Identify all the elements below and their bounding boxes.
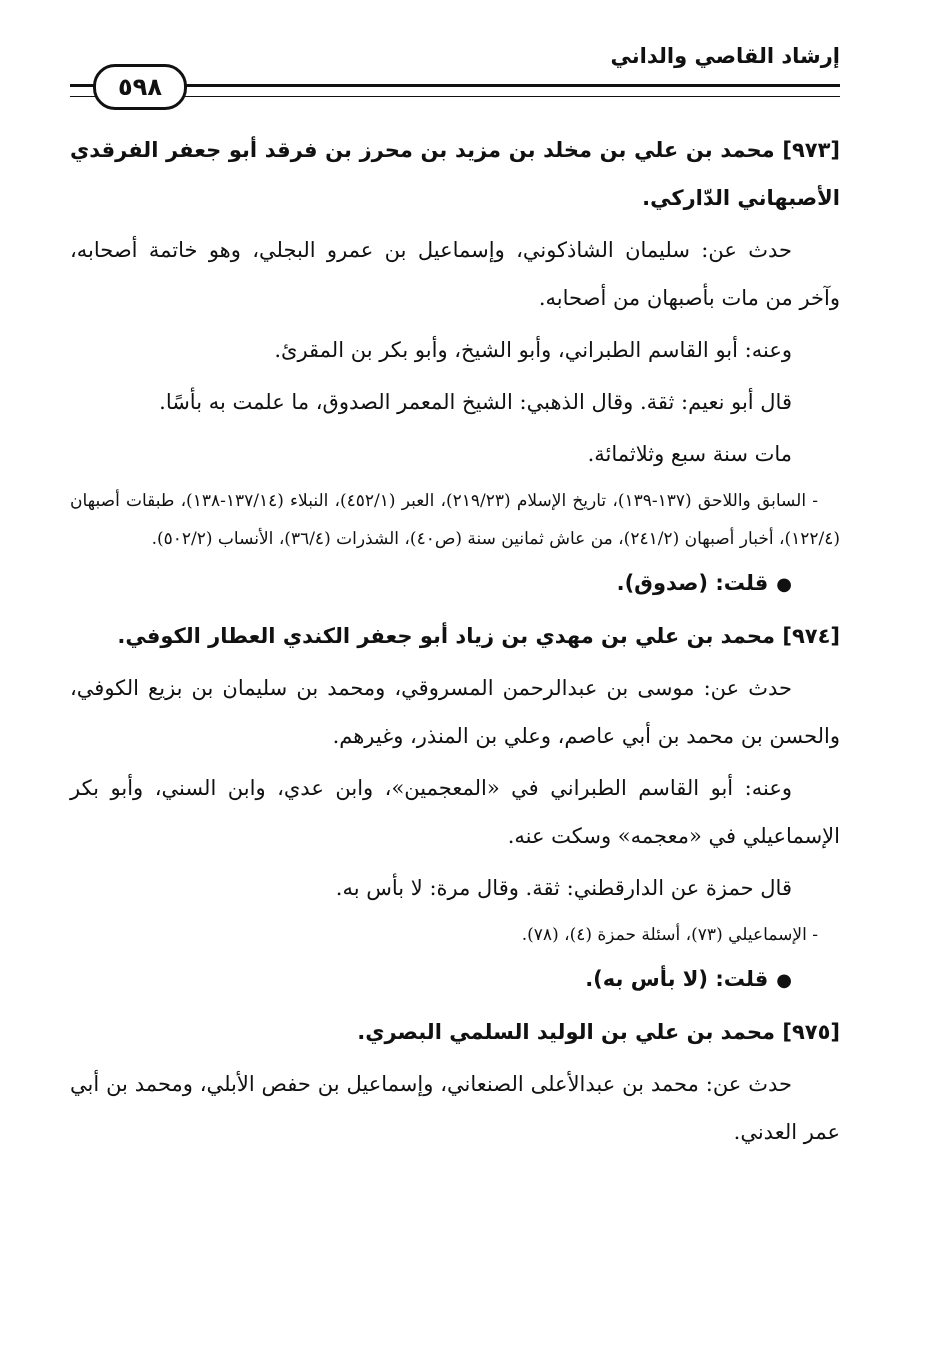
page-number: ٥٩٨ (93, 64, 187, 110)
entry-973 (70, 126, 840, 608)
opinions: قال حمزة عن الدارقطني: ثقة. وقال مرة: لا بأس به. (335, 876, 792, 900)
narrators: وعنه: أبو القاسم الطبراني، وأبو الشيخ، وأبو بكر بن المقرئ. (274, 338, 792, 362)
opinions: قال أبو نعيم: ثقة. وقال الذهبي: الشيخ المعمر الصدوق، ما علمت به بأسًا. (159, 390, 792, 414)
sources: - الإسماعيلي (٧٣)، أسئلة حمزة (٤)، (٧٨). (521, 925, 818, 945)
bullet-icon: ● (776, 970, 792, 991)
narrated-from: حدث عن: سليمان الشاذكوني، وإسماعيل بن عمرو البجلي، وهو خاتمة أصحابه، وآخر من مات بأصبهان من أصحابه. (70, 238, 840, 310)
sources: - السابق واللاحق (١٣٧-١٣٩)، تاريخ الإسلام (٢١٩/٢٣)، العبر (٤٥٢/١)، النبلاء (١٣٧/١٤-١٣٨)، طبقات أصبهان (١٢٢/٤)، أخبار أصبهان (٢٤١/٢)، من عاش ثمانين سنة (ص٤٠)، الشذرات (٣٦/٤)، الأنساب (٥٠٢/٢). (70, 491, 840, 549)
narrated-from: حدث عن: موسى بن عبدالرحمن المسروقي، ومحمد بن سليمان بن بزيع الكوفي، والحسن بن محمد بن أبي عاصم، وعلي بن المنذر، وغيرهم. (70, 676, 840, 748)
page-content (70, 126, 840, 1160)
running-title: إرشاد القاصي والداني (610, 44, 840, 68)
verdict-text: قلت: (صدوق). (616, 571, 769, 595)
entry-heading: [٩٧٤] محمد بن علي بن مهدي بن زياد أبو جعفر الكندي العطار الكوفي. (117, 624, 840, 648)
bullet-icon: ● (776, 574, 792, 595)
book-page (70, 40, 840, 1330)
narrated-from: حدث عن: محمد بن عبدالأعلى الصنعاني، وإسماعيل بن حفص الأبلي، ومحمد بن أبي عمر العدني. (70, 1072, 840, 1144)
entry-974 (70, 612, 840, 1004)
page-header (70, 40, 840, 110)
entry-heading: [٩٧٣] محمد بن علي بن مخلد بن مزيد بن محرز بن فرقد أبو جعفر الفرقدي الأصبهاني الدّاركي. (70, 138, 840, 210)
narrators: وعنه: أبو القاسم الطبراني في «المعجمين»، وابن عدي، وابن السني، وأبو بكر الإسماعيلي في «معجمه» وسكت عنه. (70, 776, 840, 848)
verdict (70, 956, 840, 1004)
death-year: مات سنة سبع وثلاثمائة. (587, 442, 792, 466)
verdict (70, 560, 840, 608)
entry-heading: [٩٧٥] محمد بن علي بن الوليد السلمي البصري. (357, 1020, 840, 1044)
entry-975 (70, 1008, 840, 1156)
verdict-text: قلت: (لا بأس به). (585, 967, 769, 991)
